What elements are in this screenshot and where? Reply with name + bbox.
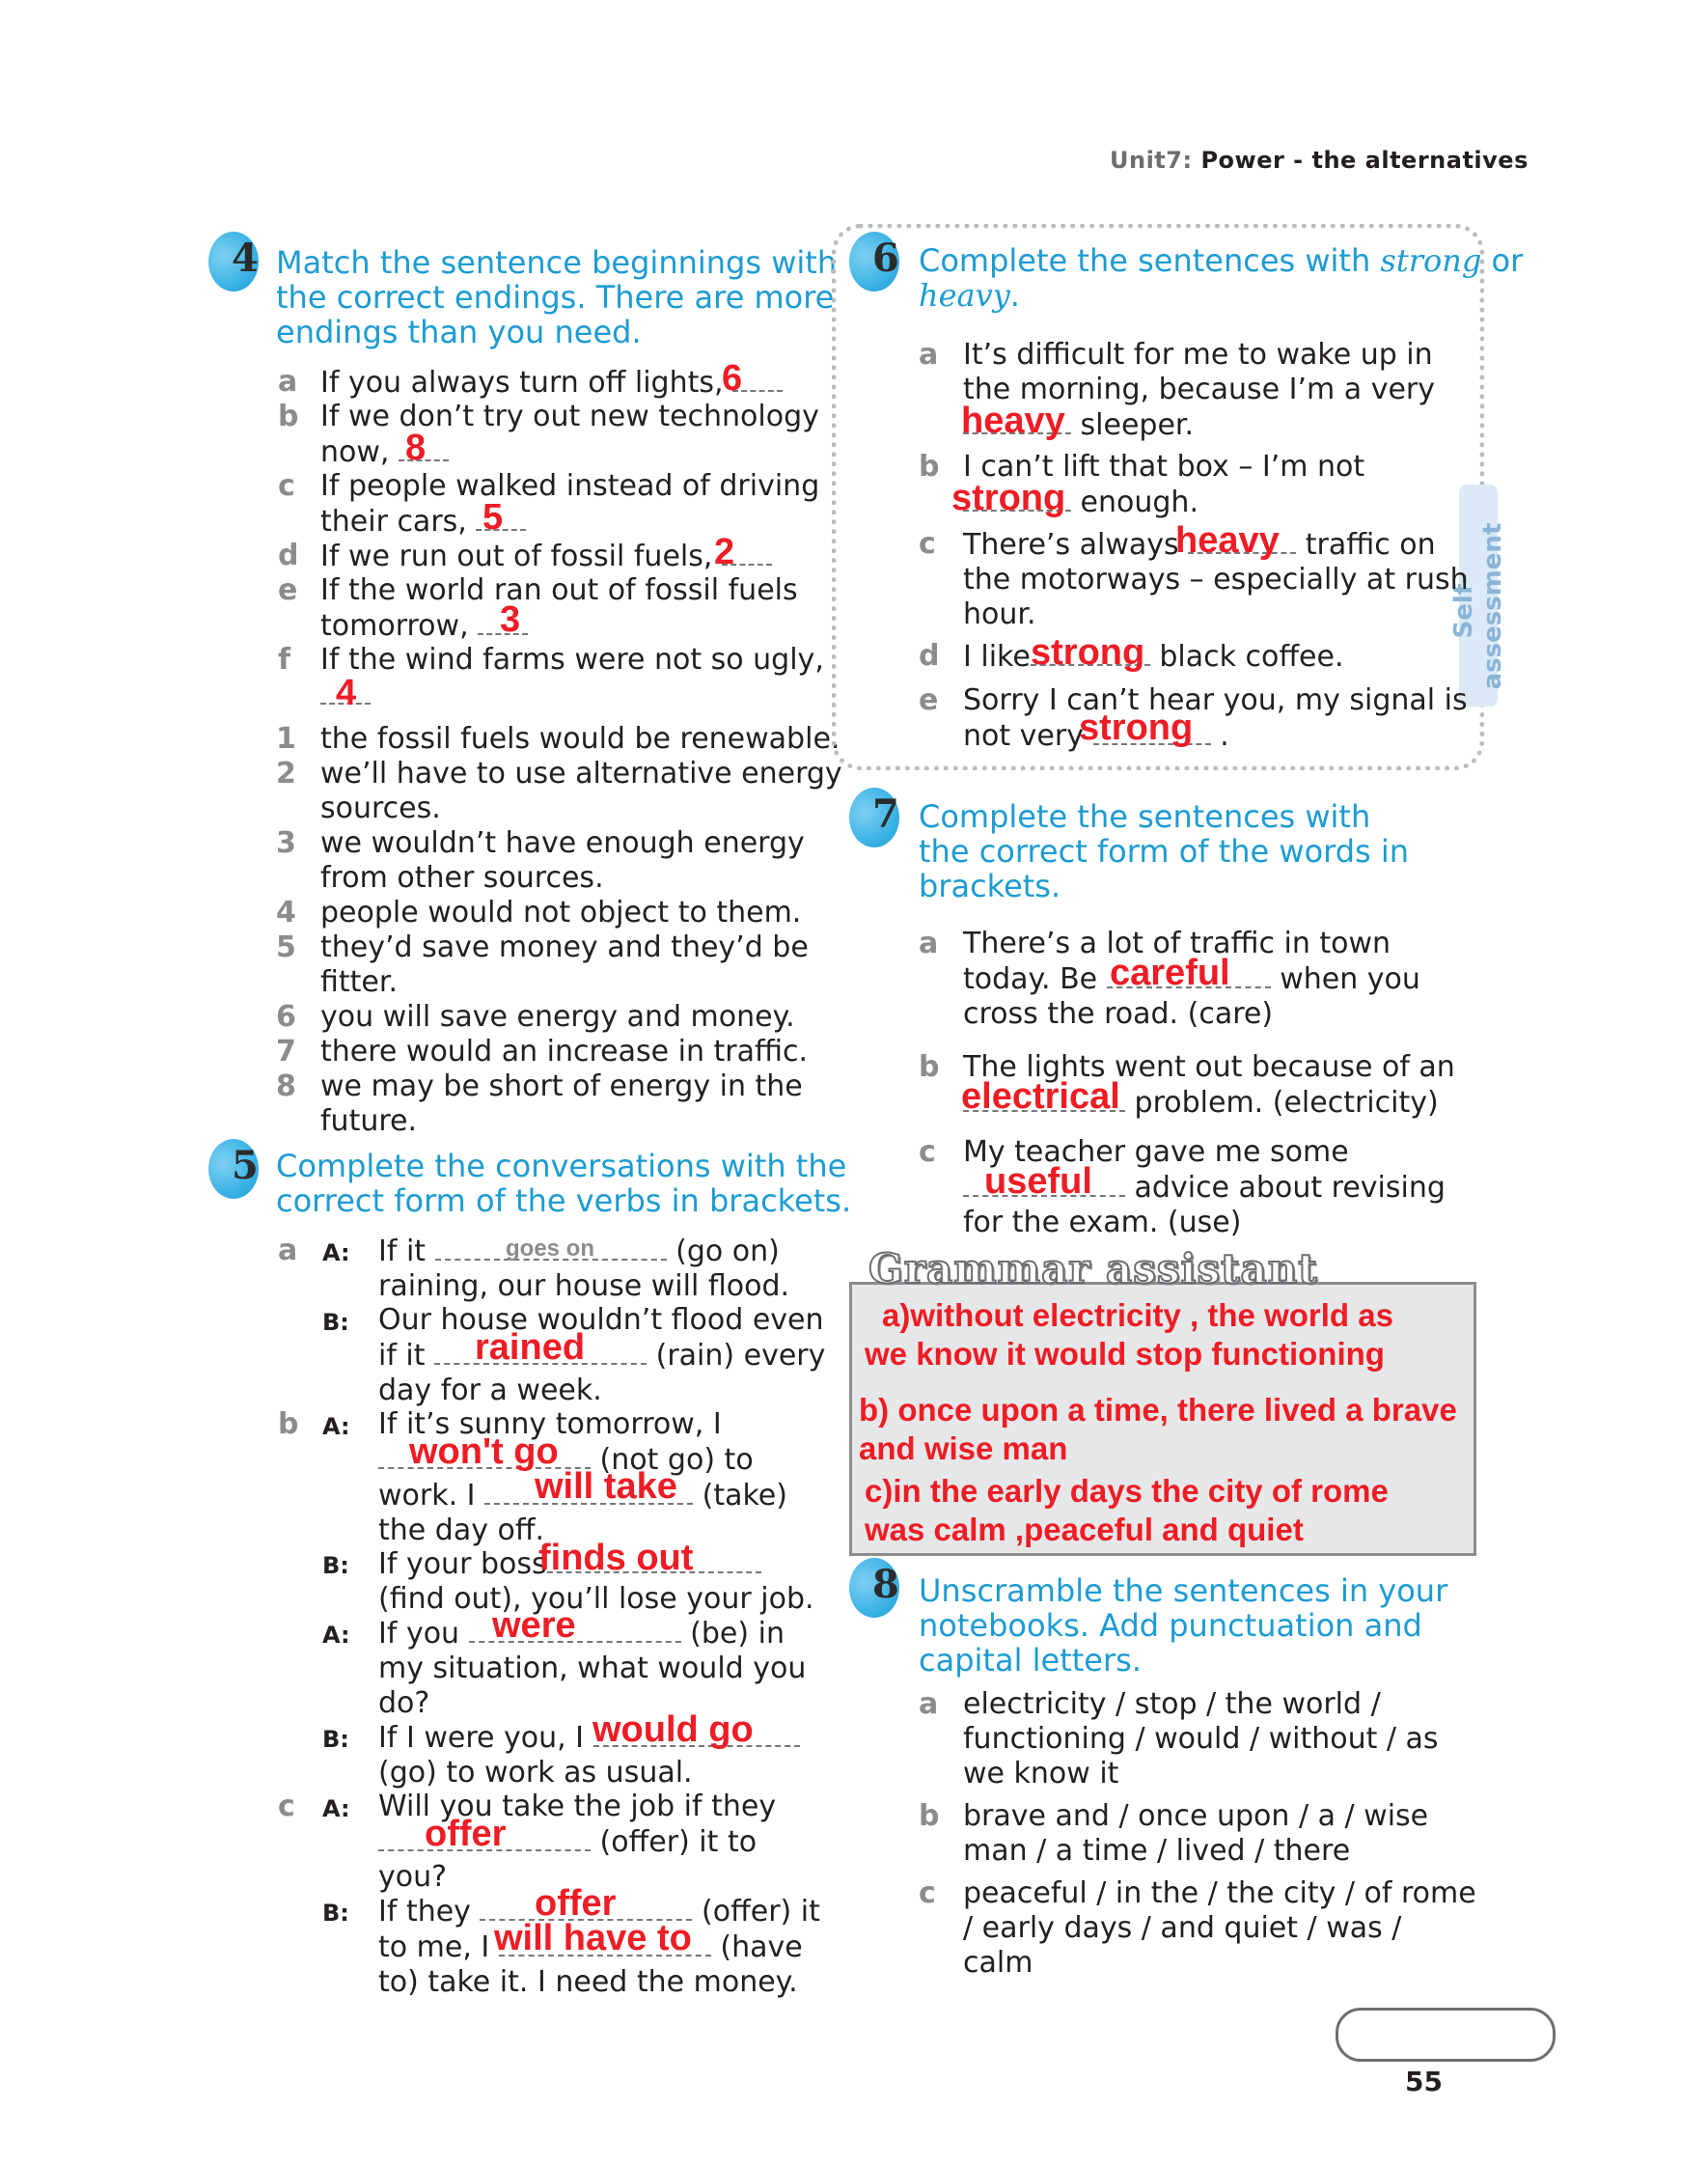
unit-header bbox=[1110, 147, 1529, 174]
ex5-b-line-b1: If your boss (find out), you’ll lose your job. bbox=[378, 1547, 814, 1616]
exercise-7-badge: 7 bbox=[849, 788, 899, 847]
exercise-6-instruction: Complete the sentences with strong or heavy. bbox=[919, 242, 1524, 314]
ex6-label-c: c bbox=[919, 527, 936, 561]
ex4-ending-2: we’ll have to use alternative energy sources. bbox=[320, 757, 842, 825]
unit-number: Unit7: bbox=[1110, 147, 1193, 174]
ex4-ending-4: people would not object to them. bbox=[320, 896, 802, 930]
ex4-answer-a: 6 bbox=[722, 358, 743, 399]
exercise-4-instruction: Match the sentence beginnings with the correct endings. There are more endings than you need. bbox=[276, 244, 838, 350]
grammar-line-4: and wise man bbox=[859, 1430, 1068, 1466]
ex4-item-e: If the world ran out of fossil fuels tomorrow, bbox=[320, 573, 798, 643]
ex6-item-e: Sorry I can’t hear you, my signal is not very . bbox=[963, 683, 1468, 753]
ex4-answer-e: 3 bbox=[500, 599, 521, 640]
ex4-ending-label-1: 1 bbox=[276, 722, 296, 756]
ex4-item-b: If we don’t try out new technology now, bbox=[320, 400, 819, 469]
ex5-b-line-a2: If you (be) in my situation, what would you do? bbox=[378, 1617, 807, 1720]
ex5-label-a: a bbox=[278, 1234, 298, 1267]
ex6-label-a: a bbox=[919, 338, 939, 372]
ex7-label-b: b bbox=[919, 1050, 940, 1084]
ex4-ending-label-6: 6 bbox=[276, 1000, 296, 1034]
ex5-c-answer-2: offer bbox=[535, 1883, 617, 1924]
grammar-assistant-title: Grammar assistant bbox=[868, 1245, 1318, 1292]
ex5-b-speaker-a2: A: bbox=[322, 1622, 350, 1649]
ex6-label-d: d bbox=[919, 639, 940, 673]
ex8-item-c: peaceful / in the / the city / of rome / early days / and quiet / was / calm bbox=[963, 1876, 1476, 1980]
ex6-answer-e: strong bbox=[1079, 708, 1194, 748]
ex5-a-answer-1: goes on bbox=[506, 1235, 595, 1262]
ex8-item-a: electricity / stop / the world / functioning / would / without / as we know it bbox=[963, 1687, 1439, 1790]
ex5-a-line-a: If it (go on) raining, our house will flood. bbox=[378, 1235, 790, 1303]
ex6-label-e: e bbox=[919, 683, 939, 717]
ex5-b-line-a1: If it’s sunny tomorrow, I (not go) to work. I (take) the day off. bbox=[378, 1407, 787, 1547]
ex5-a-answer-2: rained bbox=[475, 1327, 586, 1368]
ex4-item-f: If the wind farms were not so ugly, bbox=[320, 643, 824, 713]
grammar-line-5: c)in the early days the city of rome bbox=[865, 1473, 1389, 1509]
ex4-ending-label-7: 7 bbox=[276, 1035, 296, 1069]
exercise-6-badge: 6 bbox=[849, 232, 899, 291]
ex4-answer-d: 2 bbox=[714, 532, 735, 572]
ex5-label-b: b bbox=[278, 1407, 299, 1441]
ex4-ending-8: we may be short of energy in the future. bbox=[320, 1069, 803, 1138]
grammar-line-1: a)without electricity , the world as bbox=[882, 1297, 1393, 1333]
page-number: 55 bbox=[1405, 2066, 1443, 2097]
ex4-label-f: f bbox=[278, 643, 291, 677]
ex7-label-a: a bbox=[919, 927, 939, 960]
ex7-item-b: The lights went out because of an problem. (electricity) bbox=[963, 1050, 1455, 1120]
ex5-c-line-b: If they (offer) it to me, I (have to) take it. I need the money. bbox=[378, 1895, 820, 1999]
ex4-label-c: c bbox=[278, 469, 295, 503]
grammar-line-6: was calm ,peaceful and quiet bbox=[865, 1512, 1304, 1547]
exercise-8-instruction: Unscramble the sentences in your notebooks. Add punctuation and capital letters. bbox=[919, 1572, 1448, 1679]
ex4-ending-label-5: 5 bbox=[276, 930, 296, 964]
ex8-label-b: b bbox=[919, 1799, 940, 1833]
ex5-c-answer-3: will have to bbox=[494, 1918, 692, 1958]
ex6-answer-a: heavy bbox=[961, 401, 1065, 441]
ex7-label-c: c bbox=[919, 1135, 936, 1169]
ex5-a-line-b: Our house wouldn’t flood even if it (rain) every day for a week. bbox=[378, 1303, 826, 1407]
ex5-b-speaker-b1: B: bbox=[322, 1552, 349, 1579]
ex4-ending-7: there would an increase in traffic. bbox=[320, 1035, 809, 1069]
exercise-5-badge: 5 bbox=[208, 1139, 259, 1199]
ex6-label-b: b bbox=[919, 450, 940, 484]
ex4-ending-label-8: 8 bbox=[276, 1069, 296, 1103]
ex6-answer-b: strong bbox=[951, 478, 1066, 518]
ex8-label-c: c bbox=[919, 1876, 936, 1910]
exercise-7-instruction: Complete the sentences with the correct form of the words in brackets. bbox=[919, 798, 1410, 904]
ex4-ending-label-3: 3 bbox=[276, 826, 296, 860]
ex5-b-answer-1: won't go bbox=[409, 1431, 559, 1472]
ex5-b-answer-4: were bbox=[492, 1605, 576, 1646]
self-assessment-tab: Self-assessment bbox=[1459, 485, 1498, 707]
ex4-ending-5: they’d save money and they’d be fitter. bbox=[320, 930, 809, 999]
ex4-item-d: If we run out of fossil fuels, bbox=[320, 539, 772, 574]
grammar-line-2: we know it would stop functioning bbox=[865, 1336, 1385, 1372]
ex7-item-c: My teacher gave me some advice about revising for the exam. (use) bbox=[963, 1135, 1446, 1239]
ex4-label-a: a bbox=[278, 365, 298, 399]
ex6-item-a: It’s difficult for me to wake up in the morning, because I’m a very sleeper. bbox=[963, 338, 1436, 442]
unit-title: Power - the alternatives bbox=[1200, 147, 1529, 174]
score-box[interactable] bbox=[1336, 2008, 1556, 2062]
exercise-4-badge: 4 bbox=[208, 232, 259, 291]
ex5-c-speaker-b: B: bbox=[322, 1900, 349, 1927]
ex5-a-speaker-a: A: bbox=[322, 1239, 350, 1266]
ex4-answer-b: 8 bbox=[405, 428, 427, 468]
ex4-ending-3: we wouldn’t have enough energy from other sources. bbox=[320, 826, 805, 895]
exercise-5-instruction: Complete the conversations with the correct form of the verbs in brackets. bbox=[276, 1148, 852, 1219]
ex8-item-b: brave and / once upon / a / wise man / a time / lived / there bbox=[963, 1799, 1429, 1868]
ex8-label-a: a bbox=[919, 1687, 939, 1721]
exercise-8-badge: 8 bbox=[849, 1558, 899, 1618]
ex4-ending-1: the fossil fuels would be renewable. bbox=[320, 722, 840, 756]
ex5-b-speaker-a1: A: bbox=[322, 1413, 350, 1440]
ex4-ending-label-4: 4 bbox=[276, 896, 296, 930]
ex4-ending-6: you will save energy and money. bbox=[320, 1000, 795, 1034]
ex4-answer-f: 4 bbox=[336, 673, 357, 713]
ex4-label-e: e bbox=[278, 573, 298, 607]
ex5-c-answer-1: offer bbox=[425, 1814, 507, 1854]
ex5-label-c: c bbox=[278, 1790, 295, 1823]
ex5-c-line-a: Will you take the job if they (offer) it to you? bbox=[378, 1790, 777, 1894]
ex4-answer-c: 5 bbox=[482, 497, 504, 538]
ex5-b-answer-3: finds out bbox=[538, 1538, 694, 1578]
ex5-b-line-b2: If I were you, I (go) to work as usual. bbox=[378, 1720, 800, 1790]
ex7-answer-a: careful bbox=[1110, 953, 1230, 993]
ex7-item-a: There’s a lot of traffic in town today. Be when you cross the road. (care) bbox=[963, 927, 1420, 1031]
ex5-c-speaker-a: A: bbox=[322, 1795, 350, 1822]
ex6-answer-c: heavy bbox=[1175, 520, 1280, 561]
ex7-answer-b: electrical bbox=[961, 1076, 1120, 1117]
ex6-item-d: I like black coffee. bbox=[963, 640, 1344, 674]
ex6-item-c: There’s always traffic on the motorways – especially at rush hour. bbox=[963, 528, 1469, 631]
ex5-b-speaker-b2: B: bbox=[322, 1726, 349, 1753]
ex5-b-answer-2: will take bbox=[535, 1466, 677, 1507]
ex4-ending-label-2: 2 bbox=[276, 757, 296, 791]
ex4-label-d: d bbox=[278, 539, 299, 572]
ex7-answer-c: useful bbox=[984, 1161, 1092, 1202]
ex4-item-c: If people walked instead of driving their cars, bbox=[320, 469, 820, 539]
ex6-item-b: I can’t lift that box – I’m not enough. bbox=[963, 450, 1365, 519]
ex4-item-a: If you always turn off lights, bbox=[320, 365, 783, 401]
grammar-line-3: b) once upon a time, there lived a brave bbox=[859, 1392, 1457, 1428]
ex6-answer-d: strong bbox=[1031, 632, 1145, 673]
ex4-label-b: b bbox=[278, 400, 299, 433]
ex5-a-speaker-b: B: bbox=[322, 1309, 349, 1336]
ex5-b-answer-5: would go bbox=[592, 1709, 754, 1750]
